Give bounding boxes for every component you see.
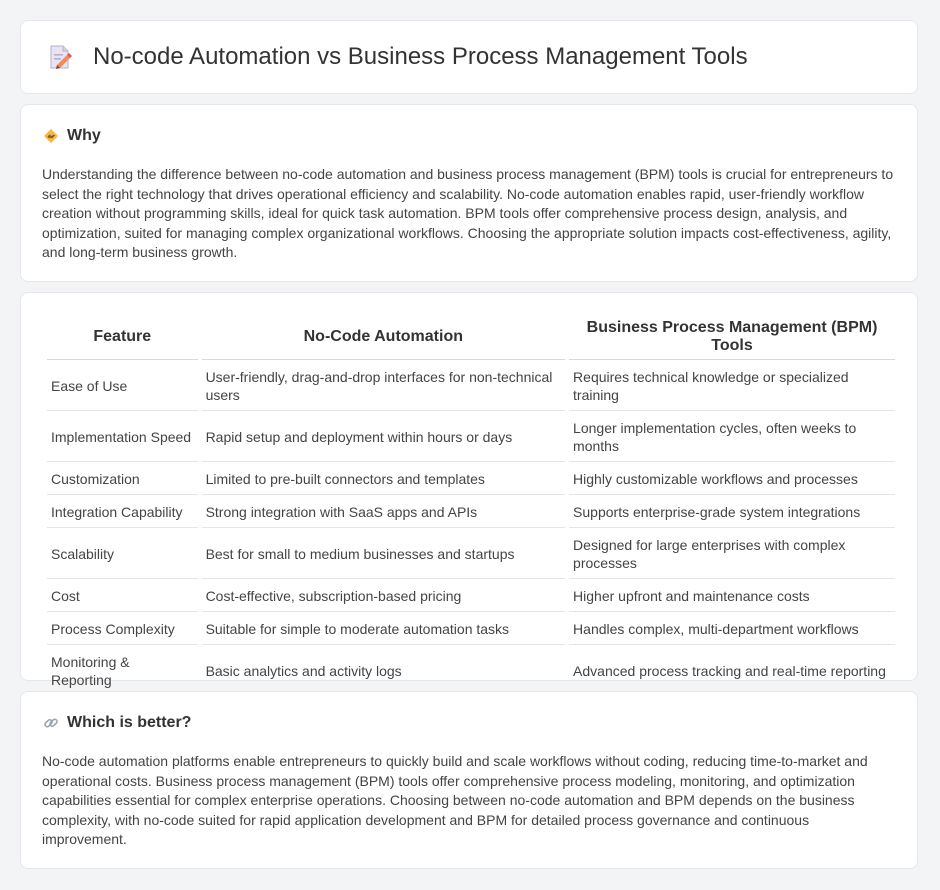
better-text: No-code automation platforms enable entrepreneurs to quickly build and scale workflows without coding, reducing time-to-market and operational costs. Business process management (BPM) tools offer comprehensive process modeling, monitoring, and optimization capabilities essential for complex enterprise operations. Choosing between no-code automation and BPM depends on the business complexity, with no-code suited for rapid application development and BPM for detailed process governance and continuous improvement. bbox=[42, 753, 868, 848]
no-code-cell: User-friendly, drag-and-drop interfaces for non-technical users bbox=[202, 362, 565, 411]
bpm-cell: Designed for large enterprises with complex processes bbox=[569, 530, 895, 579]
why-title: Why bbox=[67, 127, 101, 144]
page-title: No-code Automation vs Business Process Management Tools bbox=[93, 43, 748, 70]
bpm-cell: Higher upfront and maintenance costs bbox=[569, 581, 895, 612]
bpm-cell: Advanced process tracking and real-time reporting bbox=[569, 647, 895, 696]
feature-cell: Implementation Speed bbox=[47, 413, 198, 462]
no-code-cell: Suitable for simple to moderate automation tasks bbox=[202, 614, 565, 645]
why-card bbox=[20, 104, 918, 282]
feature-cell: Scalability bbox=[47, 530, 198, 579]
bpm-cell: Supports enterprise-grade system integrations bbox=[569, 497, 895, 528]
feature-cell: Monitoring & Reporting bbox=[47, 647, 198, 696]
no-code-cell: Limited to pre-built connectors and templates bbox=[202, 464, 565, 495]
bpm-cell: Longer implementation cycles, often weeks to months bbox=[569, 413, 895, 462]
bpm-cell: Highly customizable workflows and processes bbox=[569, 464, 895, 495]
better-title: Which is better? bbox=[67, 714, 192, 731]
table-row bbox=[47, 362, 895, 411]
table-row bbox=[47, 581, 895, 612]
feature-cell: Ease of Use bbox=[47, 362, 198, 411]
feature-cell: Customization bbox=[47, 464, 198, 495]
no-code-cell: Cost-effective, subscription-based pricing bbox=[202, 581, 565, 612]
comparison-table bbox=[43, 315, 899, 698]
table-row bbox=[47, 614, 895, 645]
bpm-cell: Requires technical knowledge or specialized training bbox=[569, 362, 895, 411]
better-card bbox=[20, 691, 918, 869]
why-text: Understanding the difference between no-code automation and business process management (BPM) tools is crucial for entrepreneurs to select the right technology that drives operational efficiency and scalability. No-code automation enables rapid, user-friendly workflow creation without programming skills, ideal for quick task automation. BPM tools offer comprehensive process design, analysis, and optimization, suited for managing complex organizational workflows. Choosing the appropriate solution impacts cost-effectiveness, agility, and long-term business growth. bbox=[42, 166, 894, 261]
better-heading bbox=[43, 714, 191, 732]
title-card bbox=[20, 20, 918, 94]
feature-cell: Integration Capability bbox=[47, 497, 198, 528]
feature-cell: Cost bbox=[47, 581, 198, 612]
why-heading bbox=[43, 127, 101, 145]
table-header-row bbox=[47, 317, 895, 360]
no-code-cell: Basic analytics and activity logs bbox=[202, 647, 565, 696]
header-feature: Feature bbox=[47, 317, 198, 360]
table-row bbox=[47, 464, 895, 495]
table-row bbox=[47, 647, 895, 696]
no-code-cell: Best for small to medium businesses and startups bbox=[202, 530, 565, 579]
table-row bbox=[47, 497, 895, 528]
comparison-card bbox=[20, 292, 918, 688]
no-code-cell: Strong integration with SaaS apps and APIs bbox=[202, 497, 565, 528]
table-row bbox=[47, 530, 895, 579]
table-row bbox=[47, 413, 895, 462]
header-no-code: No-Code Automation bbox=[202, 317, 565, 360]
handshake-icon bbox=[43, 128, 59, 144]
header-bpm: Business Process Management (BPM) Tools bbox=[569, 317, 895, 360]
feature-cell: Process Complexity bbox=[47, 614, 198, 645]
no-code-cell: Rapid setup and deployment within hours or days bbox=[202, 413, 565, 462]
bpm-cell: Handles complex, multi-department workflows bbox=[569, 614, 895, 645]
link-icon bbox=[43, 715, 59, 731]
title-row bbox=[47, 43, 748, 71]
document-edit-icon bbox=[47, 43, 73, 71]
